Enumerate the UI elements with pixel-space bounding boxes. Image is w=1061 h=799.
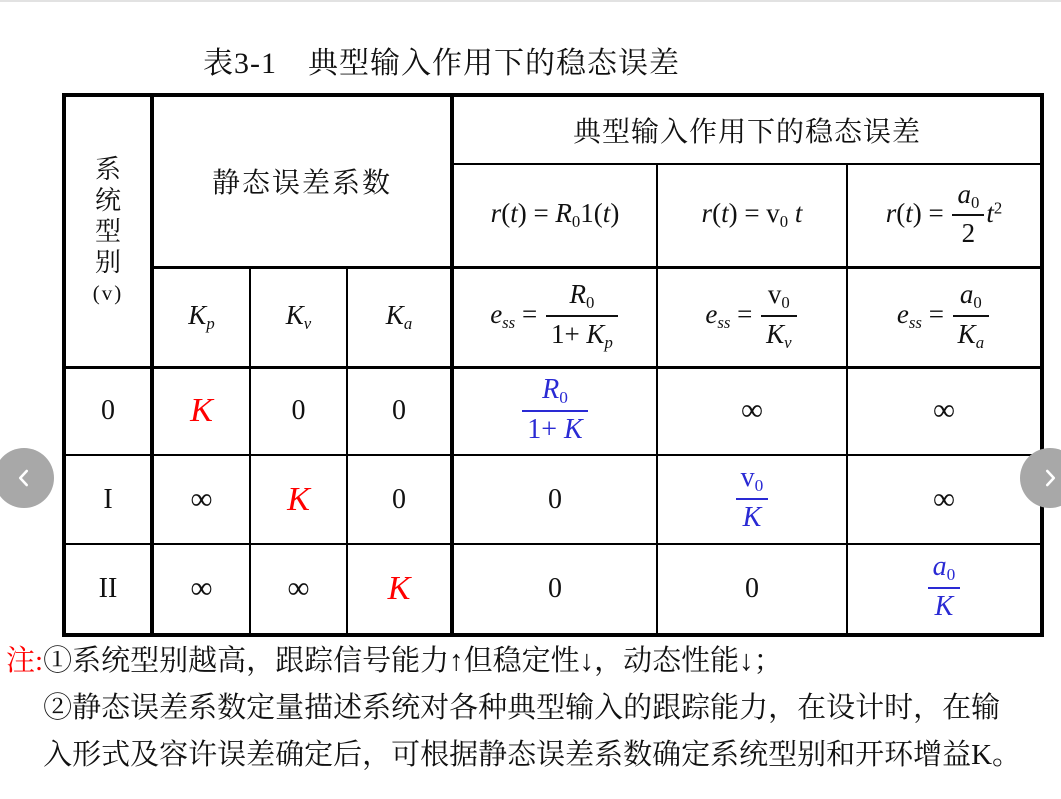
prev-slide-button[interactable] [0, 448, 54, 508]
cell-kp-type0: K [152, 367, 250, 455]
header-input-step: r(t) = R01(t) [452, 164, 657, 267]
cell-kv-type1: K [250, 455, 347, 544]
cell-ess-step-type1: 0 [452, 455, 657, 544]
cell-ess-parabolic-type1: ∞ [847, 455, 1042, 544]
cell-ess-parabolic-type0: ∞ [847, 367, 1042, 455]
table-row-type2 [64, 544, 1042, 635]
header-static-error-coefficients: 静态误差系数 [152, 95, 452, 267]
header-input-parabolic: r(t) = $\frac{a0}{2}$ $t^2$ [847, 164, 1042, 267]
note-line-2: ②静态误差系数定量描述系统对各种典型输入的跟踪能力，在设计时，在输 [43, 692, 1001, 724]
header-ka: Ka [347, 267, 452, 367]
window-top-edge [0, 0, 1061, 2]
cell-kv-type2: ∞ [250, 544, 347, 635]
header-ess-parabolic: ess = $\frac{a0}{Ka}$ [847, 267, 1042, 367]
notes-block [6, 638, 1054, 779]
cell-kp-type1: ∞ [152, 455, 250, 544]
cell-ka-type0: 0 [347, 367, 452, 455]
system-type-vertical-label: 系 统 型 别 (v) [92, 154, 124, 305]
row-type-label: I [64, 455, 152, 544]
header-kp: Kp [152, 267, 250, 367]
cell-ess-ramp-type1: $\frac{v0}{K}$ [657, 455, 847, 544]
cell-ess-ramp-type0: ∞ [657, 367, 847, 455]
table-row-type0 [64, 367, 1042, 455]
steady-state-error-table [62, 93, 1044, 637]
row-type-label: 0 [64, 367, 152, 455]
header-input-ramp: r(t) = v0 t [657, 164, 847, 267]
header-kv: Kv [250, 267, 347, 367]
cell-ess-step-type2: 0 [452, 544, 657, 635]
header-system-type [64, 95, 152, 367]
table-row-type1 [64, 455, 1042, 544]
cell-kv-type0: 0 [250, 367, 347, 455]
cell-kp-type2: ∞ [152, 544, 250, 635]
chevron-left-icon [11, 465, 37, 491]
note-lines [43, 638, 1054, 779]
row-type-label: II [64, 544, 152, 635]
note-line-1: ①系统型别越高，跟踪信号能力↑但稳定性↓，动态性能↓； [43, 645, 783, 677]
header-ess-ramp: ess = $\frac{v0}{Kv}$ [657, 267, 847, 367]
chevron-right-icon [1037, 465, 1061, 491]
header-ess-step: ess = $\frac{R0}{1+ Kp}$ [452, 267, 657, 367]
note-label: 注: [6, 645, 44, 677]
cell-ess-parabolic-type2: $\frac{a0}{K}$ [847, 544, 1042, 635]
cell-ess-step-type0: $\frac{R0}{1+ K}$ [452, 367, 657, 455]
table-title: 表3-1 典型输入作用下的稳态误差 [203, 47, 680, 80]
cell-ka-type2: K [347, 544, 452, 635]
cell-ess-ramp-type2: 0 [657, 544, 847, 635]
header-typical-input-errors: 典型输入作用下的稳态误差 [452, 95, 1042, 164]
cell-ka-type1: 0 [347, 455, 452, 544]
note-line-3: 入形式及容许误差确定后，可根据静态误差系数确定系统型别和开环增益K。 [43, 739, 1022, 771]
